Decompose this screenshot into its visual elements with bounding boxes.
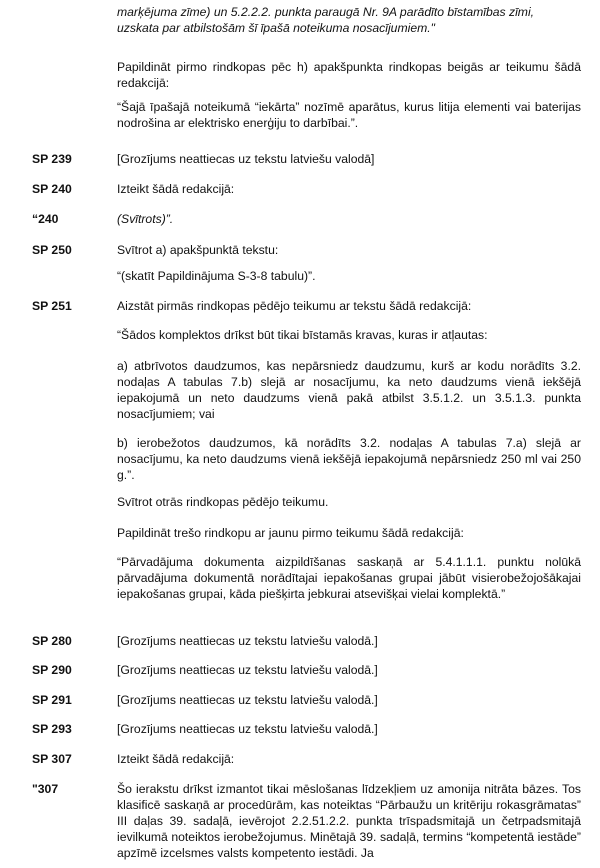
sp251-paragraph-6: “Pārvadājuma dokumenta aizpildīšanas saskaņā ar 5.4.1.1.1. punktu nolūkā pārvadājuma dokumentā norādītajai iepakošanas grupai jābūt visierobežojošākajai iepakošanas grupai, kāda piešķirta jebkurai atsevišķai vielai komplektā.” bbox=[117, 555, 581, 601]
entry-sub-sp250: “(skatīt Papildinājuma S-3-8 tabulu)”. bbox=[117, 269, 316, 283]
entry-text-sp293: [Grozījums neattiecas uz tekstu latviešu valodā.] bbox=[117, 722, 378, 736]
entry-label-sp307: SP 307 bbox=[32, 752, 72, 766]
entry-text-307: Šo ierakstu drīkst izmantot tikai mēslošanas līdzekļiem uz amonija nitrāta bāzes. Tos klasificē saskaņā ar procedūrām, kas noteiktas “Pārbaužu un kritēriju rokasgrāmatas” III daļas 39. sadaļā, ievērojot 2.2.51.2.2. punkta trīspadsmitajā un četrpadsmitajā ievilkumā noteiktos ierobežojumus. Minētajā 39. sadaļā, termins “kompetentā iestāde” apzīmē izcelsmes valsts kompetento iestādi. Ja bbox=[117, 782, 581, 860]
entry-text-sp251: Aizstāt pirmās rindkopas pēdējo teikumu ar tekstu šādā redakcijā: bbox=[117, 299, 472, 313]
entry-text-sp239: [Grozījums neattiecas uz tekstu latviešu valodā] bbox=[117, 152, 375, 166]
entry-text-sp280: [Grozījums neattiecas uz tekstu latviešu valodā.] bbox=[117, 634, 378, 648]
sp251-paragraph-2: a) atbrīvotos daudzumos, kas nepārsniedz daudzumu, kurš ar kodu norādīts 3.2. nodaļas A tabulas 7.b) slejā ar nosacījumu, ka neto daudzums vienā iekšējā iepakojumā un neto daudzums vienā pakā atbilst 3.5.1.2. un 3.5.1.3. punkta nosacījumiem; vai bbox=[117, 359, 581, 421]
entry-text-240: (Svītrots)”. bbox=[117, 212, 174, 226]
entry-label-240: “240 bbox=[32, 212, 59, 226]
entry-label-sp291: SP 291 bbox=[32, 693, 72, 707]
entry-label-sp250: SP 250 bbox=[32, 243, 72, 257]
entry-text-sp291: [Grozījums neattiecas uz tekstu latviešu valodā.] bbox=[117, 693, 378, 707]
entry-label-sp240: SP 240 bbox=[32, 182, 72, 196]
entry-text-sp290: [Grozījums neattiecas uz tekstu latviešu valodā.] bbox=[117, 663, 378, 677]
entry-label-307: "307 bbox=[32, 782, 59, 796]
entry-label-sp239: SP 239 bbox=[32, 152, 72, 166]
entry-text-sp307: Izteikt šādā redakcijā: bbox=[117, 752, 235, 766]
intro-paragraph-2: Papildināt pirmo rindkopas pēc h) apakšpunkta rindkopas beigās ar teikumu šādā redakcijā: bbox=[117, 60, 581, 90]
entry-label-sp290: SP 290 bbox=[32, 663, 72, 677]
sp251-paragraph-1: “Šādos komplektos drīkst būt tikai bīstamās kravas, kuras ir atļautas: bbox=[117, 328, 488, 342]
entry-label-sp293: SP 293 bbox=[32, 722, 72, 736]
entry-text-sp240: Izteikt šādā redakcijā: bbox=[117, 182, 235, 196]
sp251-paragraph-3: b) ierobežotos daudzumos, kā norādīts 3.2. nodaļas A tabulas 7.a) slejā ar nosacījumu, ka neto daudzums vienā iekšējā iepakojumā nepārsniedz 250 ml vai 250 g.”. bbox=[117, 436, 581, 482]
intro-line-1: marķējuma zīme) un 5.2.2.2. punkta paraugā Nr. 9A parādīto bīstamības zīmi, bbox=[117, 5, 535, 19]
sp251-paragraph-4: Svītrot otrās rindkopas pēdējo teikumu. bbox=[117, 495, 329, 509]
intro-paragraph-3: “Šajā īpašajā noteikumā “iekārta” nozīmē aparātus, kurus litija elementi vai baterijas nodrošina ar elektrisko enerģiju to darbībai.”. bbox=[117, 100, 581, 130]
entry-label-sp251: SP 251 bbox=[32, 299, 72, 313]
entry-label-sp280: SP 280 bbox=[32, 634, 72, 648]
intro-line-2: uzskata par atbilstošām šī īpašā noteikuma nosacījumiem." bbox=[117, 21, 435, 35]
entry-text-sp250: Svītrot a) apakšpunktā tekstu: bbox=[117, 243, 279, 257]
sp251-paragraph-5: Papildināt trešo rindkopu ar jaunu pirmo teikumu šādā redakcijā: bbox=[117, 526, 464, 540]
